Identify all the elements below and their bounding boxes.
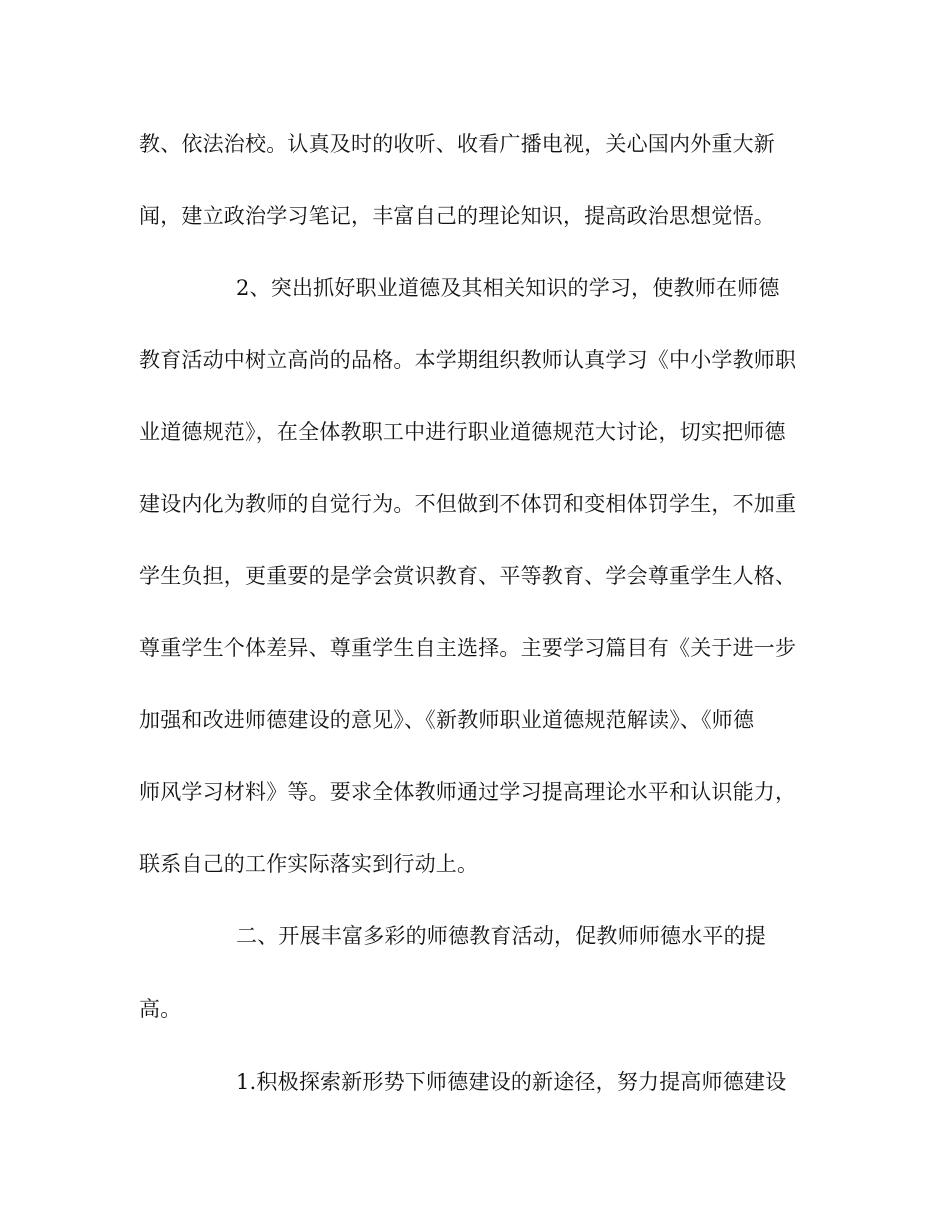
paragraph-line: 学生负担，更重要的是学会赏识教育、平等教育、学会尊重学生人格、 (139, 564, 797, 588)
paragraph-line: 教育活动中树立高尚的品格。本学期组织教师认真学习《中小学教师职 (139, 348, 797, 372)
paragraph-line: 教、依法治校。认真及时的收听、收看广播电视，关心国内外重大新 (139, 132, 775, 156)
paragraph-line: 尊重学生个体差异、尊重学生自主选择。主要学习篇目有《关于进一步 (139, 636, 797, 660)
paragraph-line: 加强和改进师德建设的意见》、《新教师职业道德规范解读》、《师德 (139, 708, 755, 732)
paragraph-line: 联系自己的工作实际落实到行动上。 (139, 852, 479, 876)
paragraph-line: 业道德规范》，在全体教职工中进行职业道德规范大讨论，切实把师德 (139, 420, 786, 444)
paragraph-line: 师风学习材料》等。要求全体教师通过学习提高理论水平和认识能力， (139, 780, 797, 804)
paragraph-line-indented: 1.积极探索新形势下师德建设的新途径，努力提高师德建设 (236, 1070, 787, 1094)
paragraph-line: 闻，建立政治学习笔记，丰富自己的理论知识，提高政治思想觉悟。 (139, 204, 775, 228)
paragraph-line: 建设内化为教师的自觉行为。不但做到不体罚和变相体罚学生，不加重 (139, 492, 797, 516)
paragraph-line-indented: 2、突出抓好职业道德及其相关知识的学习，使教师在师德 (236, 276, 780, 300)
section-heading-line: 高。 (139, 997, 182, 1021)
section-heading-line: 二、开展丰富多彩的师德教育活动，促教师师德水平的提 (236, 924, 766, 948)
